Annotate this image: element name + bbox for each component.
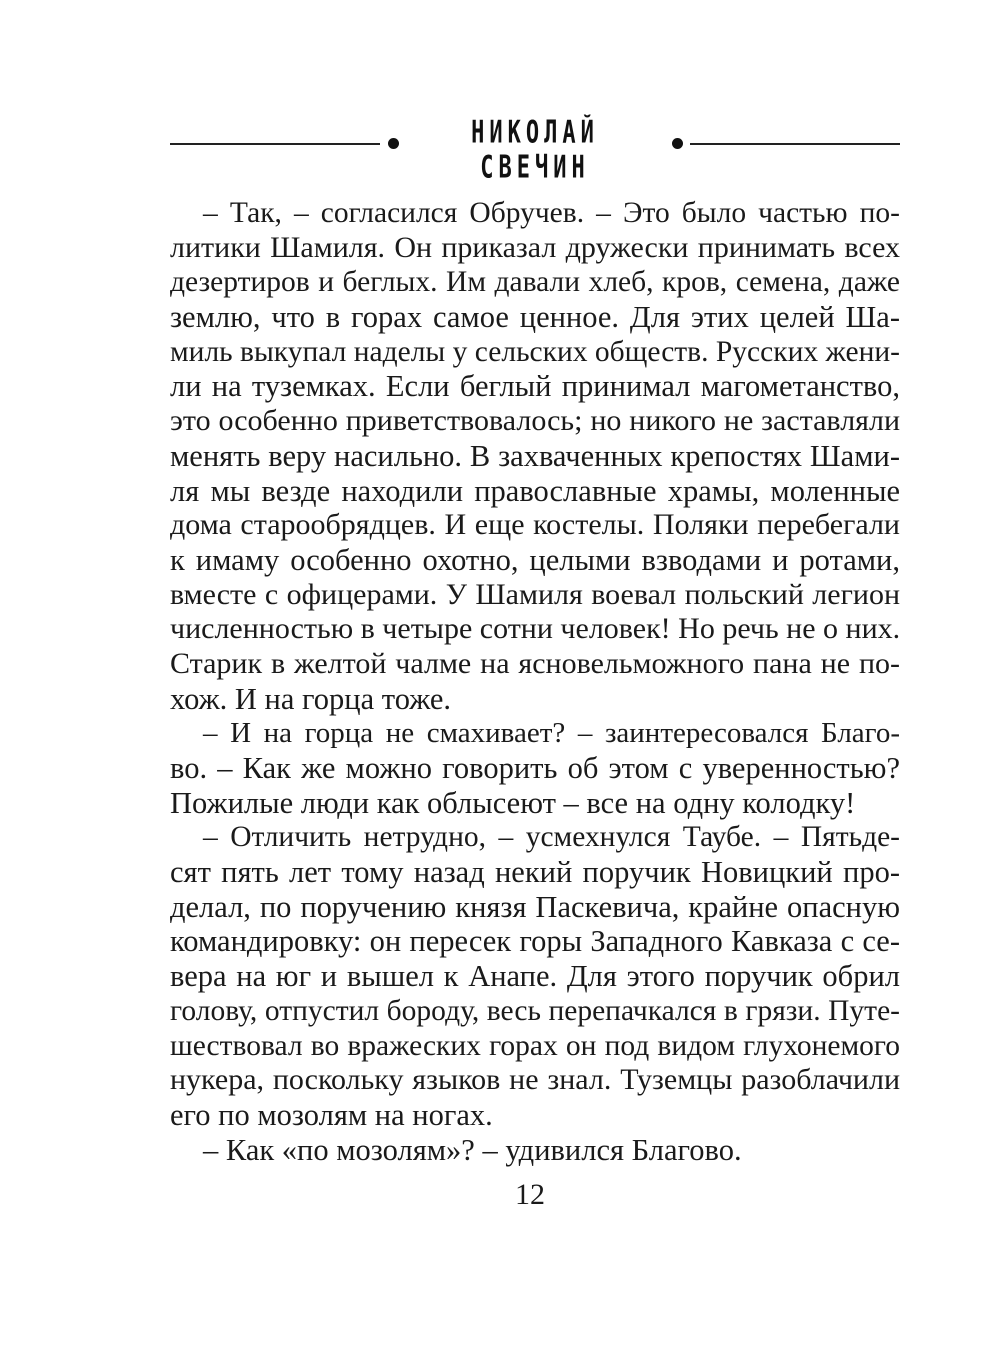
header-bullet-right: [672, 138, 683, 149]
text-line: Пожилые люди как облысеют – все на одну колодку!: [170, 785, 856, 820]
text-line: Старик в желтой чалме на ясновельможного пана не по-: [170, 646, 900, 680]
text-line: дома старообрядцев. И еще костелы. Поляки перебегали: [170, 508, 900, 542]
text-line: делал, по поручению князя Паскевича, крайне опасную: [170, 889, 900, 924]
text-line: – Как «по мозолям»? – удивился Благово.: [203, 1132, 742, 1167]
header-rule-left: [170, 143, 380, 145]
text-line: – Так, – согласился Обручев. – Это было частью по-: [203, 197, 900, 229]
text-line: его по мозолям на ногах.: [170, 1097, 493, 1132]
text-line: дезертиров и беглых. Им давали хлеб, кров, семена, даже: [170, 266, 900, 299]
text-line: землю, что в горах самое ценное. Для этих целей Ша-: [170, 300, 900, 335]
text-line: менять веру насильно. В захваченных крепостях Шами-: [170, 438, 900, 473]
text-line: сят пять лет тому назад некий поручик Новицкий про-: [170, 855, 900, 890]
text-line: ля мы везде находили православные храмы, моленные: [170, 473, 900, 508]
page-number: 12: [515, 1178, 545, 1211]
text-line: во. – Как же можно говорить об этом с уверенностью?: [170, 751, 900, 785]
text-line: – И на горца не смахивает? – заинтересовался Благо-: [203, 717, 900, 750]
text-line: миль выкупал наделы у сельских обществ. Русских жени-: [170, 335, 900, 368]
text-line: хож. И на горца тоже.: [170, 681, 452, 716]
text-line: вера на юг и вышел к Анапе. Для этого поручик обрил: [170, 959, 900, 994]
text-line: нукера, поскольку языков не знал. Туземцы разоблачили: [170, 1063, 900, 1097]
text-line: командировку: он пересек горы Западного Кавказа с се-: [170, 924, 900, 959]
body-text: [170, 196, 900, 1167]
text-line: численностью в четыре сотни человек! Но речь не о них.: [170, 612, 901, 646]
text-line: – Отличить нетрудно, – усмехнулся Таубе. – Пятьде-: [203, 821, 900, 854]
text-line: литики Шамиля. Он приказал дружески принимать всех: [170, 230, 900, 264]
text-line: шествовал во вражеских горах он под видом глухонемого: [170, 1029, 900, 1062]
text-line: ли на туземках. Если беглый принимал магометанство,: [170, 369, 900, 404]
text-line: голову, отпустил бороду, весь перепачкался в грязи. Путе-: [170, 994, 900, 1027]
text-line: к имаму особенно охотно, целыми взводами и ротами,: [170, 542, 900, 577]
header-bullet-left: [388, 138, 399, 149]
header-rule-right: [690, 143, 900, 145]
text-line: вместе с офицерами. У Шамиля воевал польский легион: [170, 577, 900, 611]
running-head-author: НИКОЛАЙ СВЕЧИН: [471, 116, 599, 186]
running-header: [170, 116, 900, 186]
text-line: это особенно приветствовалось; но никого не заставляли: [170, 404, 900, 438]
